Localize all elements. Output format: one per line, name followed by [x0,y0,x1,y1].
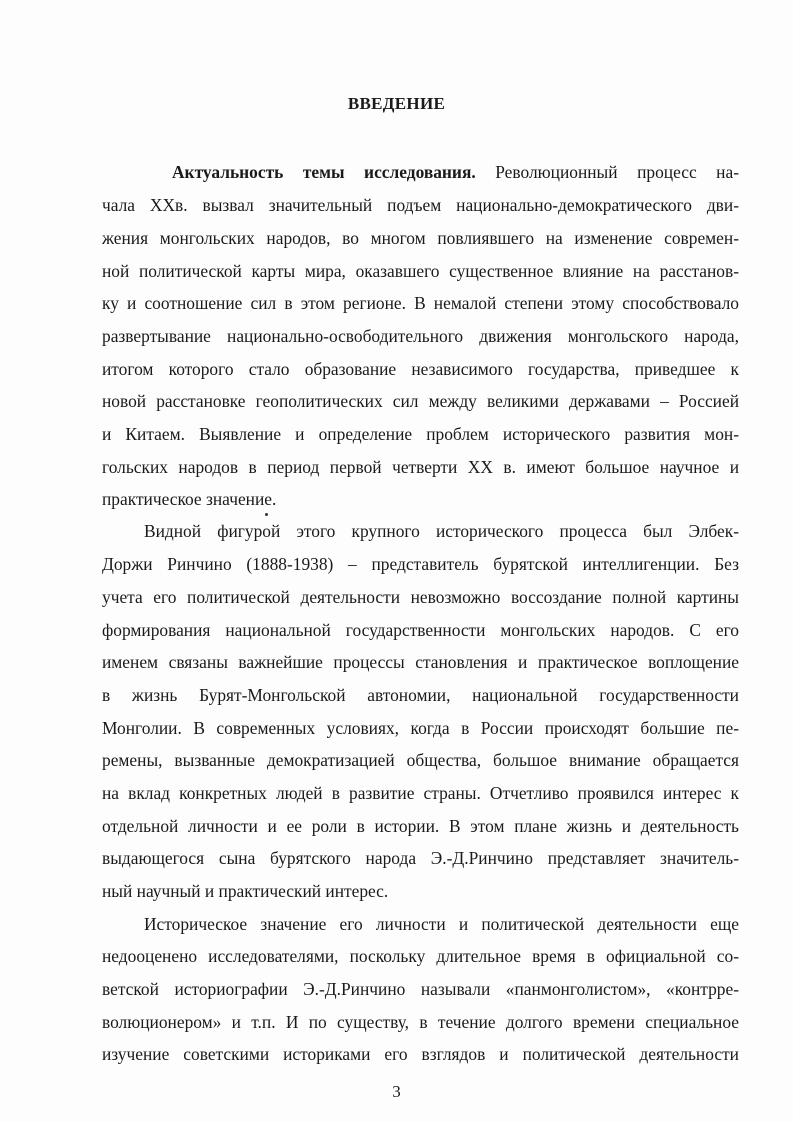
section-title: ВВЕДЕНИЕ [347,94,446,113]
paragraph-3-line: изучение советскими историками его взглядов и политической деятельности [102,1044,739,1064]
paragraph-1-line: итогом которого стало образование независимого государства, приведшее к [102,359,739,379]
paragraph-3-line: Историческое значение его личности и политической деятельности еще [144,914,739,934]
paragraph-1-line: и Китаем. Выявление и определение проблем исторического развития мон- [102,424,739,444]
paragraph-1-line: чала ХХв. вызвал значительный подъем национально-демократического дви- [102,195,739,215]
paragraph-1-line: практическое значение. [102,489,277,509]
paragraph-1-line: новой расстановке геополитических сил между великими державами – Россией [102,391,739,411]
paragraph-2-line: ный научный и практический интерес. [102,881,389,901]
paragraph-1-line: развертывание национально-освободительного движения монгольского народа, [102,326,739,346]
paragraph-2-line: на вклад конкретных людей в развитие страны. Отчетливо проявился интерес к [102,783,739,803]
paragraph-2-line: выдающегося сына бурятского народа Э.-Д.Ринчино представляет значитель- [102,848,739,868]
scan-speck [265,513,268,516]
paragraph-2-line: ремены, вызванные демократизацией общества, большое внимание обращается [102,750,739,770]
paragraph-2-line: учета его политической деятельности невозможно воссоздание полной картины [102,587,739,607]
paragraph-3-line: недооценено исследователями, поскольку длительное время в официальной со- [102,946,739,966]
page-number: 3 [392,1082,401,1101]
paragraph-2-line: отдельной личности и ее роли в истории. В этом плане жизнь и деятельность [102,816,739,836]
topic-relevance-heading: Актуальность темы исследования. [172,162,476,182]
paragraph-3-line: ветской историографии Э.-Д.Ринчино называли «панмонголистом», «контрре- [102,979,739,999]
paragraph-1-line-1 [172,161,739,183]
paragraph-2-line: формирования национальной государственности монгольских народов. С его [102,620,739,640]
paragraph-1-line: жения монгольских народов, во многом повлиявшего на изменение современ- [102,228,739,248]
paragraph-2-line: Доржи Ринчино (1888-1938) – представитель бурятской интеллигенции. Без [102,554,739,574]
paragraph-1-line: гольских народов в период первой четверти ХХ в. имеют большое научное и [102,457,739,477]
paragraph-1-line: ку и соотношение сил в этом регионе. В немалой степени этому способствовало [102,293,739,313]
paragraph-2-line: именем связаны важнейшие процессы становления и практическое воплощение [102,652,739,672]
paragraph-2-line: Видной фигурой этого крупного исторического процесса был Элбек- [144,521,739,541]
paragraph-2-line: в жизнь Бурят-Монгольской автономии, национальной государственности [102,685,739,705]
paragraph-2-line: Монголии. В современных условиях, когда в России происходят большие пе- [102,718,739,738]
paragraph-1-lead-text: Революционный процесс на- [475,162,740,182]
paragraph-1-line: ной политической карты мира, оказавшего существенное влияние на расстанов- [102,261,739,281]
paragraph-3-line: волюционером» и т.п. И по существу, в течение долгого времени специальное [102,1012,739,1032]
